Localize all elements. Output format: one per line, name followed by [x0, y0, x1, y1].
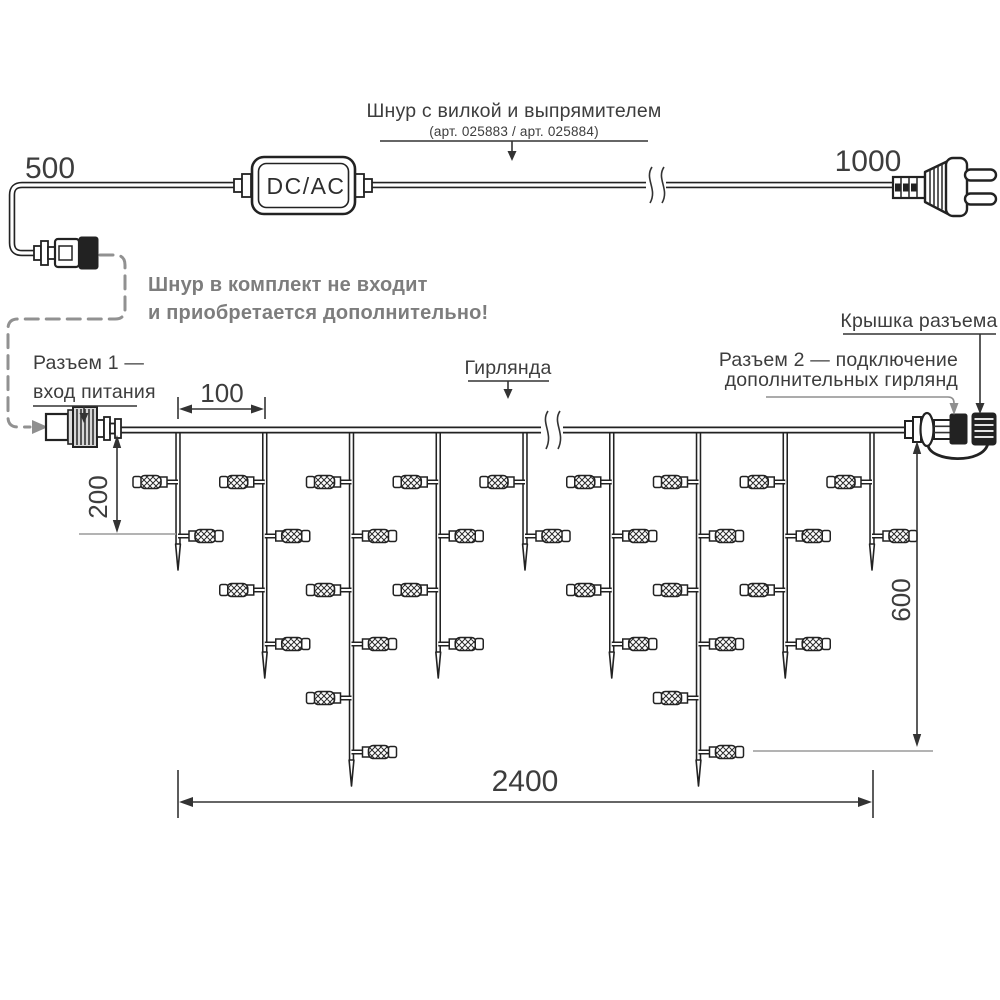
dim-2400-label: 2400	[491, 765, 559, 798]
lamp-icon	[307, 584, 352, 597]
cord-sublabel: (арт. 025883 / арт. 025884)	[429, 124, 599, 139]
lamp-icon	[265, 638, 310, 651]
lamp-icon	[307, 476, 352, 489]
dim-600-label: 600	[886, 578, 917, 622]
connector2-label-line2: дополнительных гирлянд	[724, 369, 958, 391]
lamp-icon	[438, 530, 483, 543]
connector-cap-icon	[972, 413, 996, 445]
converter-label: DC/AC	[266, 173, 346, 199]
lamp-icon	[438, 638, 483, 651]
lamp-icon	[785, 530, 830, 543]
garland-drop	[654, 428, 744, 786]
lamp-icon	[393, 584, 438, 597]
lamp-icon	[525, 530, 570, 543]
connector1-label-line1: Разъем 1 —	[33, 352, 145, 374]
lamp-icon	[699, 746, 744, 759]
lamp-icon	[220, 476, 265, 489]
note-line1: Шнур в комплект не входит	[148, 274, 428, 296]
lamp-icon	[699, 530, 744, 543]
cord-connector-icon	[34, 237, 98, 269]
lamp-icon	[265, 530, 310, 543]
garland-label: Гирлянда	[464, 357, 552, 379]
lamp-icon	[352, 530, 397, 543]
garland-drop	[740, 428, 830, 678]
dim-100-label: 100	[200, 378, 244, 408]
lamp-icon	[827, 476, 872, 489]
lamp-icon	[740, 476, 785, 489]
lamp-icon	[352, 746, 397, 759]
cord-label: Шнур с вилкой и выпрямителем	[366, 100, 662, 122]
lamp-icon	[567, 476, 612, 489]
dim-200-label: 200	[83, 475, 114, 519]
garland-drop	[133, 428, 223, 570]
garland-drop	[827, 428, 917, 570]
garland-label-pointer	[468, 381, 549, 399]
power-plug-icon	[893, 158, 996, 216]
cord-label-pointer	[380, 141, 648, 161]
lamp-icon	[480, 476, 525, 489]
garland-drops	[133, 428, 917, 786]
lamp-icon	[133, 476, 178, 489]
garland-drop	[393, 428, 483, 678]
lamp-icon	[785, 638, 830, 651]
lamp-icon	[612, 638, 657, 651]
dim-1000-label: 1000	[834, 145, 902, 178]
lamp-icon	[872, 530, 917, 543]
lamp-icon	[178, 530, 223, 543]
lamp-icon	[393, 476, 438, 489]
cord-break-icon	[649, 167, 664, 203]
lamp-icon	[654, 584, 699, 597]
lamp-icon	[307, 692, 352, 705]
garland-drop	[567, 428, 657, 678]
lamp-icon	[740, 584, 785, 597]
garland-drop	[220, 428, 310, 678]
lamp-icon	[654, 476, 699, 489]
connector1-label-line2: вход питания	[33, 381, 156, 403]
dim-500-label: 500	[25, 152, 76, 185]
garland-break-icon	[545, 411, 560, 449]
garland-drop	[480, 428, 570, 570]
lamp-icon	[612, 530, 657, 543]
lamp-icon	[567, 584, 612, 597]
connector2-label-line1: Разъем 2 — подключение	[718, 349, 958, 371]
lamp-icon	[654, 692, 699, 705]
note-line2: и приобретается дополнительно!	[148, 302, 489, 324]
lamp-icon	[699, 638, 744, 651]
connector2-label-pointer	[766, 397, 959, 415]
garland-drop	[307, 428, 397, 786]
dashed-connection-path	[8, 255, 125, 434]
cap-label: Крышка разъема	[840, 310, 998, 332]
lamp-icon	[220, 584, 265, 597]
lamp-icon	[352, 638, 397, 651]
